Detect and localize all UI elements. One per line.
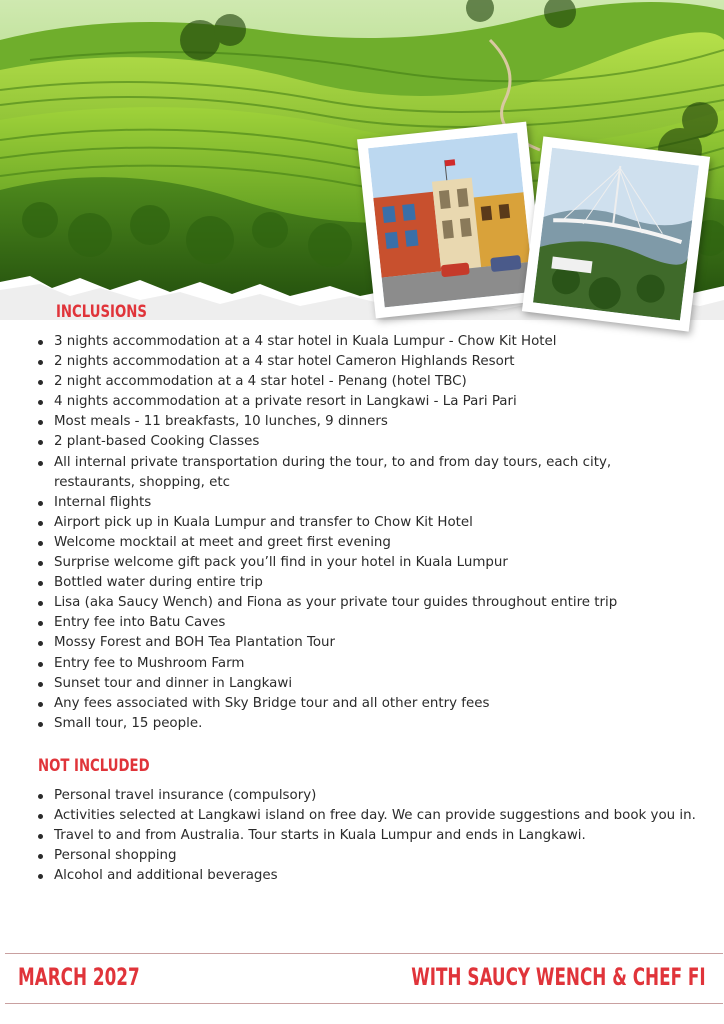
list-item: Alcohol and additional beverages bbox=[32, 866, 702, 886]
inclusions-list bbox=[32, 332, 672, 734]
list-item: Small tour, 15 people. bbox=[32, 714, 672, 734]
list-item: Lisa (aka Saucy Wench) and Fiona as your private tour guides throughout entire trip bbox=[32, 593, 672, 613]
sky-bridge-photo bbox=[522, 136, 710, 331]
inclusions-heading: INCLUSIONS bbox=[56, 302, 147, 322]
footer-divider-bottom bbox=[5, 1003, 723, 1004]
list-item: Most meals - 11 breakfasts, 10 lunches, 9 dinners bbox=[32, 412, 672, 432]
list-item: Sunset tour and dinner in Langkawi bbox=[32, 674, 672, 694]
list-item: Entry fee to Mushroom Farm bbox=[32, 654, 672, 674]
list-item: Travel to and from Australia. Tour starts in Kuala Lumpur and ends in Langkawi. bbox=[32, 826, 702, 846]
list-item: Entry fee into Batu Caves bbox=[32, 613, 672, 633]
list-item: 2 nights accommodation at a 4 star hotel Cameron Highlands Resort bbox=[32, 352, 672, 372]
list-item: Welcome mocktail at meet and greet first evening bbox=[32, 533, 672, 553]
list-item: Personal shopping bbox=[32, 846, 702, 866]
footer-hosts: WITH SAUCY WENCH & CHEF FI bbox=[411, 963, 706, 991]
list-item: Activities selected at Langkawi island on free day. We can provide suggestions and book you in. bbox=[32, 806, 702, 826]
list-item: Personal travel insurance (compulsory) bbox=[32, 786, 702, 806]
list-item: All internal private transportation during the tour, to and from day tours, each city, restaurants, shopping, etc bbox=[32, 453, 672, 493]
footer-date: MARCH 2027 bbox=[18, 963, 140, 991]
list-item: Any fees associated with Sky Bridge tour and all other entry fees bbox=[32, 694, 672, 714]
not-included-heading: NOT INCLUDED bbox=[38, 756, 150, 776]
heritage-street-photo bbox=[357, 122, 545, 319]
list-item: Mossy Forest and BOH Tea Plantation Tour bbox=[32, 633, 672, 653]
list-item: 2 plant-based Cooking Classes bbox=[32, 432, 672, 452]
list-item: 3 nights accommodation at a 4 star hotel in Kuala Lumpur - Chow Kit Hotel bbox=[32, 332, 672, 352]
not-included-list bbox=[32, 786, 702, 886]
list-item: Internal flights bbox=[32, 493, 672, 513]
list-item: 2 night accommodation at a 4 star hotel - Penang (hotel TBC) bbox=[32, 372, 672, 392]
list-item: Surprise welcome gift pack you’ll find in your hotel in Kuala Lumpur bbox=[32, 553, 672, 573]
list-item: 4 nights accommodation at a private resort in Langkawi - La Pari Pari bbox=[32, 392, 672, 412]
list-item: Bottled water during entire trip bbox=[32, 573, 672, 593]
list-item: Airport pick up in Kuala Lumpur and transfer to Chow Kit Hotel bbox=[32, 513, 672, 533]
footer-divider-top bbox=[5, 953, 723, 954]
